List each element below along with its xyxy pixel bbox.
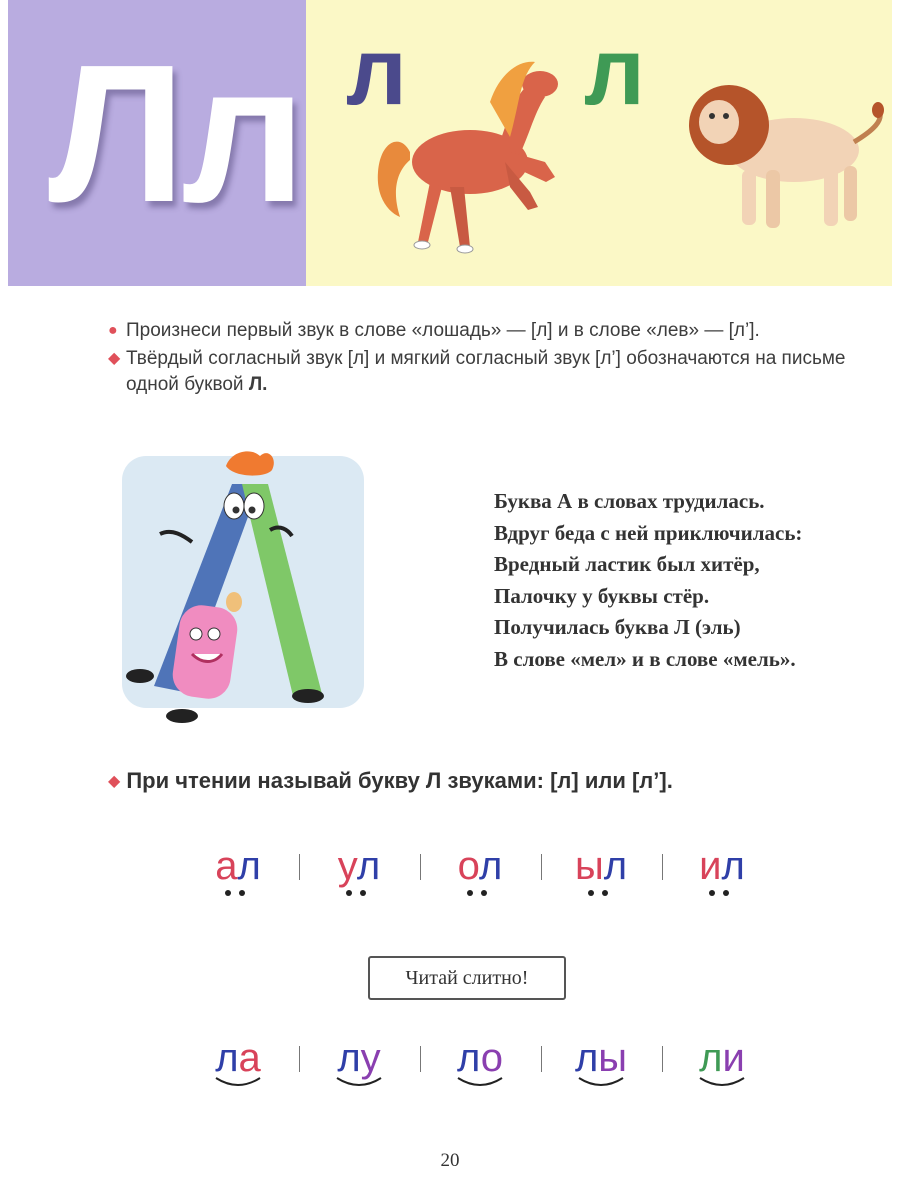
instruction-text: При чтении называй букву Л звуками: [л] или [л’].	[126, 768, 673, 793]
syllable-consonant: л	[574, 1036, 599, 1080]
rule-letter: Л.	[248, 374, 268, 395]
reading-instruction	[108, 768, 673, 794]
syllable-vowel: а	[238, 1036, 261, 1080]
big-letter-title: Лл	[48, 24, 303, 243]
syllable-row-closed	[178, 838, 782, 902]
poem-line: Палочку у буквы стёр.	[494, 583, 710, 608]
sound-dots-icon	[178, 886, 298, 900]
syllable-consonant: л	[337, 1036, 361, 1080]
syllable-vowel: у	[337, 844, 357, 888]
poem-line: Получилась буква Л (эль)	[494, 615, 741, 639]
sound-dots-icon	[420, 886, 540, 900]
syllable-consonant: л	[479, 844, 503, 888]
syllable-vowel: у	[360, 1036, 381, 1080]
rule-text: Твёрдый согласный звук [л] и мягкий согласный звук [л’] обозначаются на письме одной буквой	[126, 348, 846, 395]
merge-arc-icon	[541, 1074, 661, 1092]
syllable-card	[420, 1030, 540, 1086]
syllable-consonant: л	[456, 1036, 481, 1080]
syllable-consonant: л	[699, 1036, 723, 1080]
syllable-card	[299, 838, 419, 894]
merge-arc-icon	[178, 1074, 298, 1092]
syllable-card	[178, 1030, 298, 1086]
poem	[494, 486, 802, 675]
syllable-consonant: л	[215, 1036, 239, 1080]
horse-illustration	[370, 42, 580, 256]
poem-line: Буква А в словах трудилась.	[494, 489, 765, 513]
syllable-vowel: а	[215, 844, 238, 888]
syllable-vowel: и	[722, 1036, 745, 1080]
letter-hard: л	[346, 18, 407, 125]
rule-text: Произнеси первый звук в слове «лошадь» — [л] и в слове «лев» — [л’].	[126, 320, 760, 341]
syllable-card	[662, 1030, 782, 1086]
syllable-consonant: л	[356, 844, 381, 888]
syllable-vowel: и	[699, 844, 722, 888]
read-smoothly-box: Читай слитно!	[368, 956, 566, 1000]
syllable-consonant: л	[603, 844, 628, 888]
poem-line: Вредный ластик был хитёр,	[494, 552, 760, 576]
syllable-card	[299, 1030, 419, 1086]
sound-dots-icon	[299, 886, 419, 900]
syllable-card	[178, 838, 298, 894]
rule-item	[108, 346, 868, 398]
diamond-bullet-icon: ◆	[108, 350, 121, 367]
rules-list	[108, 318, 868, 400]
sound-dots-icon	[541, 886, 661, 900]
syllable-card	[541, 1030, 661, 1086]
syllable-row-open	[178, 1030, 782, 1094]
merge-arc-icon	[662, 1074, 782, 1092]
circle-bullet-icon: ●	[108, 322, 118, 339]
syllable-vowel: о	[457, 844, 480, 888]
rule-item	[108, 318, 868, 344]
letter-soft: л	[584, 18, 645, 125]
syllable-vowel: ы	[598, 1036, 628, 1080]
syllable-vowel: ы	[574, 844, 604, 888]
syllable-vowel: о	[480, 1036, 504, 1080]
lion-illustration	[684, 70, 884, 236]
diamond-bullet-icon: ◆	[108, 773, 121, 790]
syllable-card	[541, 838, 661, 894]
header-banner	[8, 0, 892, 286]
merge-arc-icon	[299, 1074, 419, 1092]
letter-l-character-illustration	[122, 444, 364, 726]
sound-dots-icon	[662, 886, 782, 900]
syllable-consonant: л	[721, 844, 745, 888]
syllable-card	[662, 838, 782, 894]
poem-line: В слове «мел» и в слове «мель».	[494, 646, 796, 671]
page-number: 20	[440, 1150, 460, 1171]
syllable-card	[420, 838, 540, 894]
merge-arc-icon	[420, 1074, 540, 1092]
syllable-consonant: л	[237, 844, 261, 888]
poem-line: Вдруг беда с ней приключилась:	[494, 520, 803, 545]
